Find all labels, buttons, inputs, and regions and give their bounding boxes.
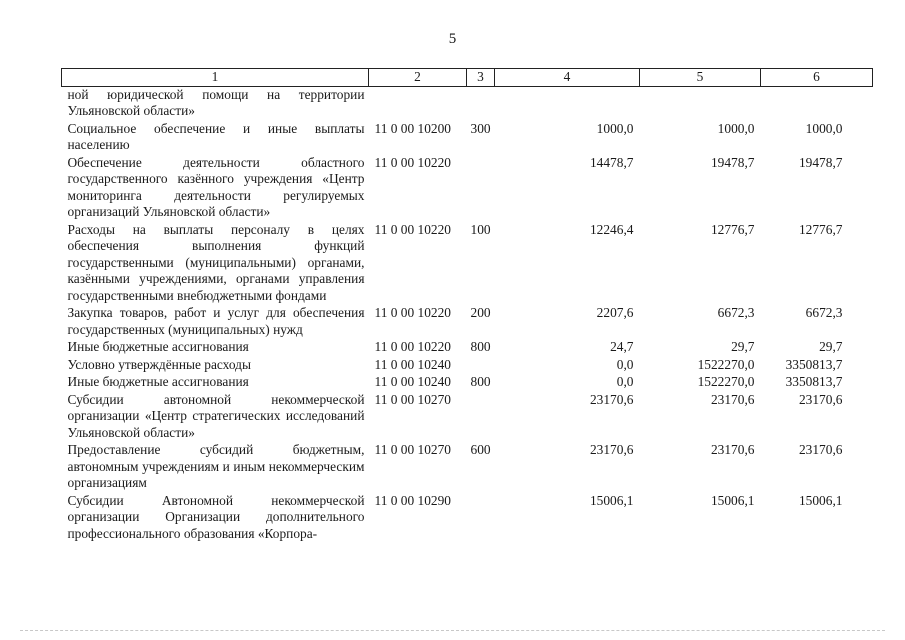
expense-name: Иные бюджетные ассигнования xyxy=(67,339,249,354)
expense-name: Обеспечение деятельности областного государственного казённого учреждения «Центр мониторинга деятельности регулируемых организаций Ульяновской области» xyxy=(67,154,365,219)
amount-year-2: 1522270,0 xyxy=(697,374,755,389)
target-article-code: 11 0 00 10200 xyxy=(374,120,451,136)
amount-year-1 xyxy=(495,86,640,121)
table-row xyxy=(62,339,873,357)
amount-year-2: 1000,0 xyxy=(717,120,755,136)
expense-type-code: 600 xyxy=(470,442,491,457)
amount-year-2 xyxy=(640,86,761,121)
budget-table xyxy=(61,68,873,543)
expense-name: Закупка товаров, работ и услуг для обеспечения государственных (муниципальных) нужд xyxy=(67,305,365,337)
amount-year-1: 1000,0 xyxy=(596,120,634,136)
table-row xyxy=(62,374,873,392)
table-row xyxy=(62,305,873,339)
table-row xyxy=(62,392,873,443)
amount-year-2: 15006,1 xyxy=(710,492,755,508)
amount-year-3: 3350813,7 xyxy=(785,374,843,389)
target-article-code: 11 0 00 10240 xyxy=(374,356,451,372)
amount-year-1: 15006,1 xyxy=(589,492,634,508)
target-article-code xyxy=(369,86,467,121)
amount-year-3 xyxy=(761,86,873,121)
amount-year-2: 23170,6 xyxy=(710,391,755,407)
column-header-5: 5 xyxy=(640,69,761,87)
expense-type-code: 200 xyxy=(470,305,491,320)
page-number: 5 xyxy=(448,31,457,47)
expense-name: Расходы на выплаты персоналу в целях обеспечения выполнения функций государственными (муниципальными) органами, казёнными учреждениями, органами управления государственными внебюджетными фондами xyxy=(67,221,365,303)
target-article-code: 11 0 00 10290 xyxy=(374,492,451,508)
amount-year-2: 1522270,0 xyxy=(697,356,755,372)
amount-year-2: 6672,3 xyxy=(717,305,755,320)
expense-type-code: 800 xyxy=(470,374,491,389)
amount-year-3: 12776,7 xyxy=(798,221,843,237)
expense-type-code xyxy=(467,155,495,222)
amount-year-1: 0,0 xyxy=(616,374,634,389)
expense-type-code: 100 xyxy=(470,221,491,237)
expense-name: ной юридической помощи на территории Ульяновской области» xyxy=(67,86,365,118)
expense-type-code: 300 xyxy=(470,120,491,136)
target-article-code: 11 0 00 10270 xyxy=(374,442,451,457)
amount-year-2: 19478,7 xyxy=(710,154,755,170)
table-row xyxy=(62,86,873,121)
expense-type-code xyxy=(467,493,495,544)
expense-type-code xyxy=(467,392,495,443)
target-article-code: 11 0 00 10220 xyxy=(374,339,451,354)
amount-year-3: 23170,6 xyxy=(798,391,843,407)
expense-name: Субсидии автономной некоммерческой организации «Центр стратегических исследований Ульяновской области» xyxy=(67,391,365,440)
table-row xyxy=(62,357,873,375)
expense-name: Субсидии Автономной некоммерческой организации Организации дополнительного профессионального образования «Корпора- xyxy=(67,492,365,541)
expense-name: Иные бюджетные ассигнования xyxy=(67,374,249,389)
amount-year-1: 2207,6 xyxy=(596,305,634,320)
table-row xyxy=(62,442,873,493)
table-row xyxy=(62,222,873,306)
amount-year-2: 23170,6 xyxy=(710,442,755,457)
amount-year-2: 12776,7 xyxy=(710,221,755,237)
column-header-1: 1 xyxy=(62,69,369,87)
expense-name: Социальное обеспечение и иные выплаты населению xyxy=(67,120,365,152)
amount-year-3: 15006,1 xyxy=(798,492,843,508)
amount-year-1: 12246,4 xyxy=(589,221,634,237)
amount-year-1: 0,0 xyxy=(616,356,634,372)
amount-year-2: 29,7 xyxy=(731,339,755,354)
amount-year-3: 6672,3 xyxy=(805,305,843,320)
target-article-code: 11 0 00 10240 xyxy=(374,374,451,389)
scan-edge-divider xyxy=(20,630,885,632)
amount-year-3: 19478,7 xyxy=(798,154,843,170)
amount-year-1: 14478,7 xyxy=(589,154,634,170)
amount-year-1: 23170,6 xyxy=(589,391,634,407)
amount-year-3: 1000,0 xyxy=(805,120,843,136)
expense-type-code xyxy=(467,86,495,121)
table-row xyxy=(62,155,873,222)
table-row xyxy=(62,121,873,155)
expense-name: Условно утверждённые расходы xyxy=(67,356,251,372)
amount-year-3: 29,7 xyxy=(819,339,843,354)
amount-year-1: 23170,6 xyxy=(589,442,634,457)
amount-year-3: 3350813,7 xyxy=(785,356,843,372)
target-article-code: 11 0 00 10220 xyxy=(374,154,451,170)
amount-year-1: 24,7 xyxy=(610,339,634,354)
column-header-2: 2 xyxy=(369,69,467,87)
expense-name: Предоставление субсидий бюджетным, автономным учреждениям и иным некоммерческим организациям xyxy=(67,442,365,490)
column-number-header-row xyxy=(62,69,873,87)
column-header-3: 3 xyxy=(467,69,495,87)
target-article-code: 11 0 00 10220 xyxy=(374,305,451,320)
target-article-code: 11 0 00 10270 xyxy=(374,391,451,407)
amount-year-3: 23170,6 xyxy=(798,442,843,457)
column-header-6: 6 xyxy=(761,69,873,87)
target-article-code: 11 0 00 10220 xyxy=(374,221,451,237)
column-header-4: 4 xyxy=(495,69,640,87)
expense-type-code: 800 xyxy=(470,339,491,354)
expense-type-code xyxy=(467,357,495,375)
table-row xyxy=(62,493,873,544)
